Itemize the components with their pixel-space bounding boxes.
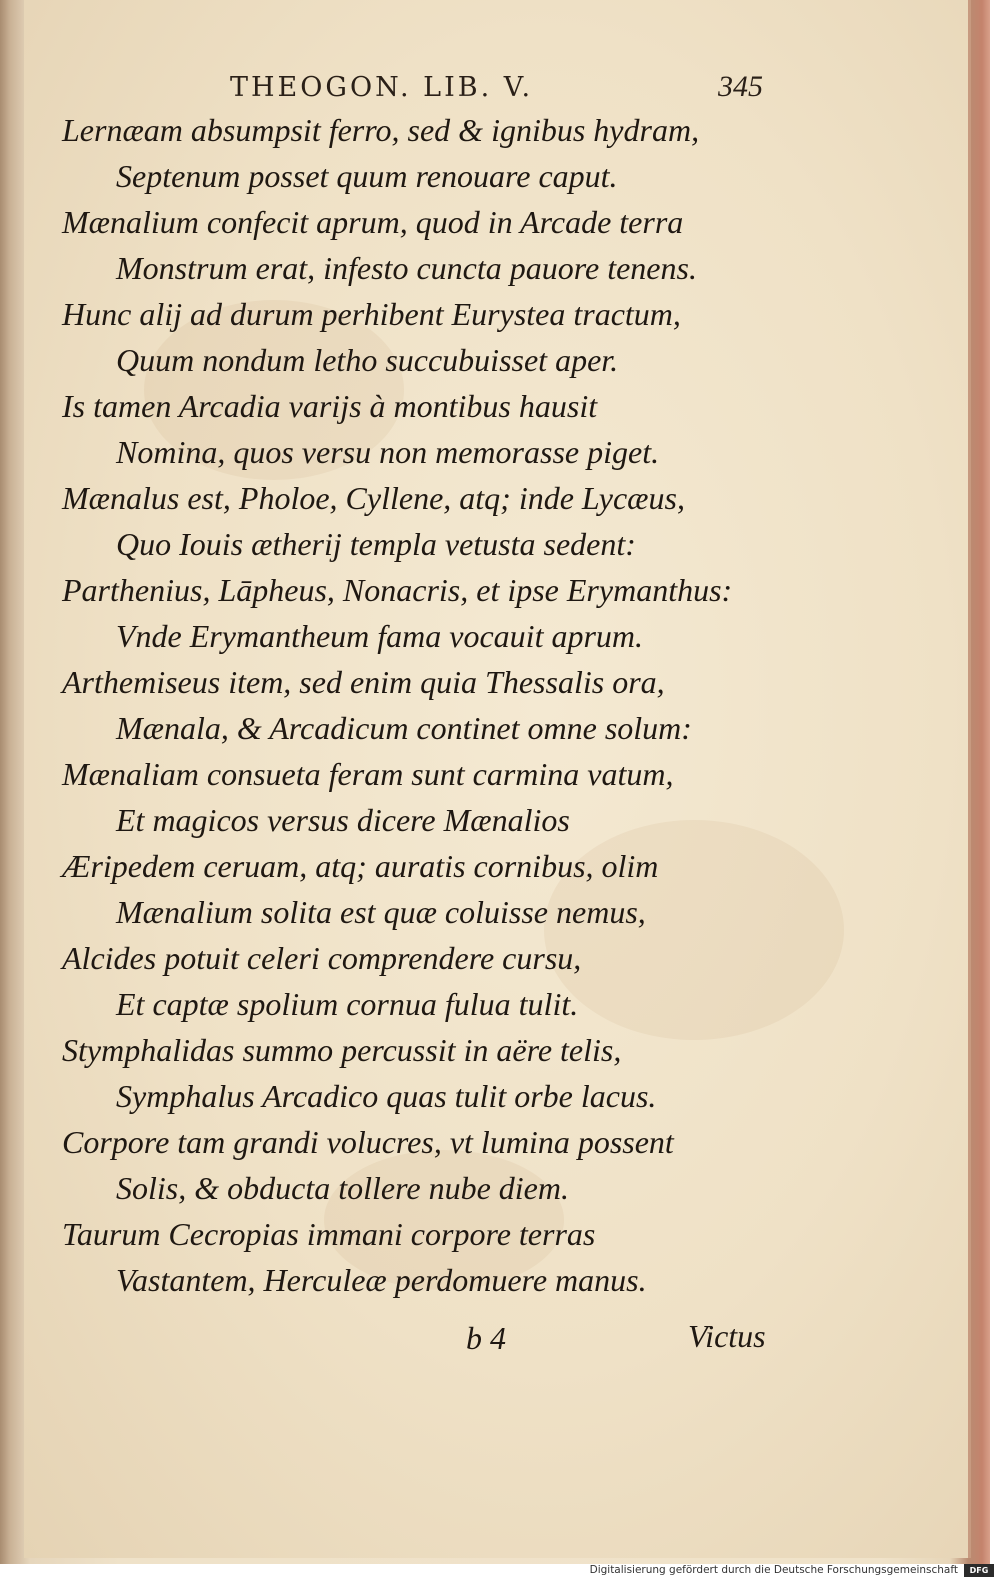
signature-mark: b 4 — [466, 1320, 506, 1356]
verse-line-pentameter: Symphalus Arcadico quas tulit orbe lacus. — [116, 1078, 657, 1114]
verse-line-hexameter: Mænalium confecit aprum, quod in Arcade terra — [62, 204, 684, 240]
verse-line-hexameter: Alcides potuit celeri comprendere cursu, — [62, 940, 582, 976]
verse-line-pentameter: Mænalium solita est quæ coluisse nemus, — [116, 894, 646, 930]
verse-line-pentameter: Septenum posset quum renouare caput. — [116, 158, 618, 194]
catchword: Victus — [688, 1318, 766, 1354]
verse-line-hexameter: Lernæam absumpsit ferro, sed & ignibus hydram, — [62, 112, 700, 148]
verse-line-pentameter: Monstrum erat, infesto cuncta pauore tenens. — [116, 250, 697, 286]
verse-line-hexameter: Mænalus est, Pholoe, Cyllene, atq; inde Lycæus, — [62, 480, 685, 516]
verse-line-hexameter: Corpore tam grandi volucres, vt lumina possent — [62, 1124, 674, 1160]
verse-line-pentameter: Mænala, & Arcadicum continet omne solum: — [116, 710, 692, 746]
running-header: THEOGON. LIB. V. — [230, 72, 534, 103]
verse-line-pentameter: Nomina, quos versu non memorasse piget. — [116, 434, 660, 470]
page-number: 345 — [718, 70, 763, 103]
verse-line-hexameter: Parthenius, Lāpheus, Nonacris, et ipse Erymanthus: — [62, 572, 733, 608]
verse-line-pentameter: Vnde Erymantheum fama vocauit aprum. — [116, 618, 644, 654]
verse-line-pentameter: Quum nondum letho succubuisset aper. — [116, 342, 619, 378]
verse-line-hexameter: Taurum Cecropias immani corpore terras — [62, 1216, 596, 1252]
verse-line-pentameter: Solis, & obducta tollere nube diem. — [116, 1170, 569, 1206]
verse-line-hexameter: Arthemiseus item, sed enim quia Thessalis ora, — [62, 664, 665, 700]
verse-line-hexameter: Is tamen Arcadia varijs à montibus hausit — [62, 388, 598, 424]
verse-line-hexameter: Stymphalidas summo percussit in aëre telis, — [62, 1032, 622, 1068]
dfg-logo: DFG — [964, 1564, 994, 1577]
verse-line-pentameter: Et captæ spolium cornua fulua tulit. — [116, 986, 579, 1022]
verse-line-pentameter: Quo Iouis ætherij templa vetusta sedent: — [116, 526, 636, 562]
digitization-credit: Digitalisierung gefördert durch die Deutsche Forschungsgemeinschaft — [589, 1564, 958, 1576]
verse-line-pentameter: Et magicos versus dicere Mænalios — [116, 802, 570, 838]
verse-line-hexameter: Æripedem ceruam, atq; auratis cornibus, olim — [62, 848, 659, 884]
verse-line-pentameter: Vastantem, Herculeæ perdomuere manus. — [116, 1262, 647, 1298]
verse-line-hexameter: Mænaliam consueta feram sunt carmina vatum, — [62, 756, 674, 792]
verse-line-hexameter: Hunc alij ad durum perhibent Eurystea tractum, — [62, 296, 681, 332]
